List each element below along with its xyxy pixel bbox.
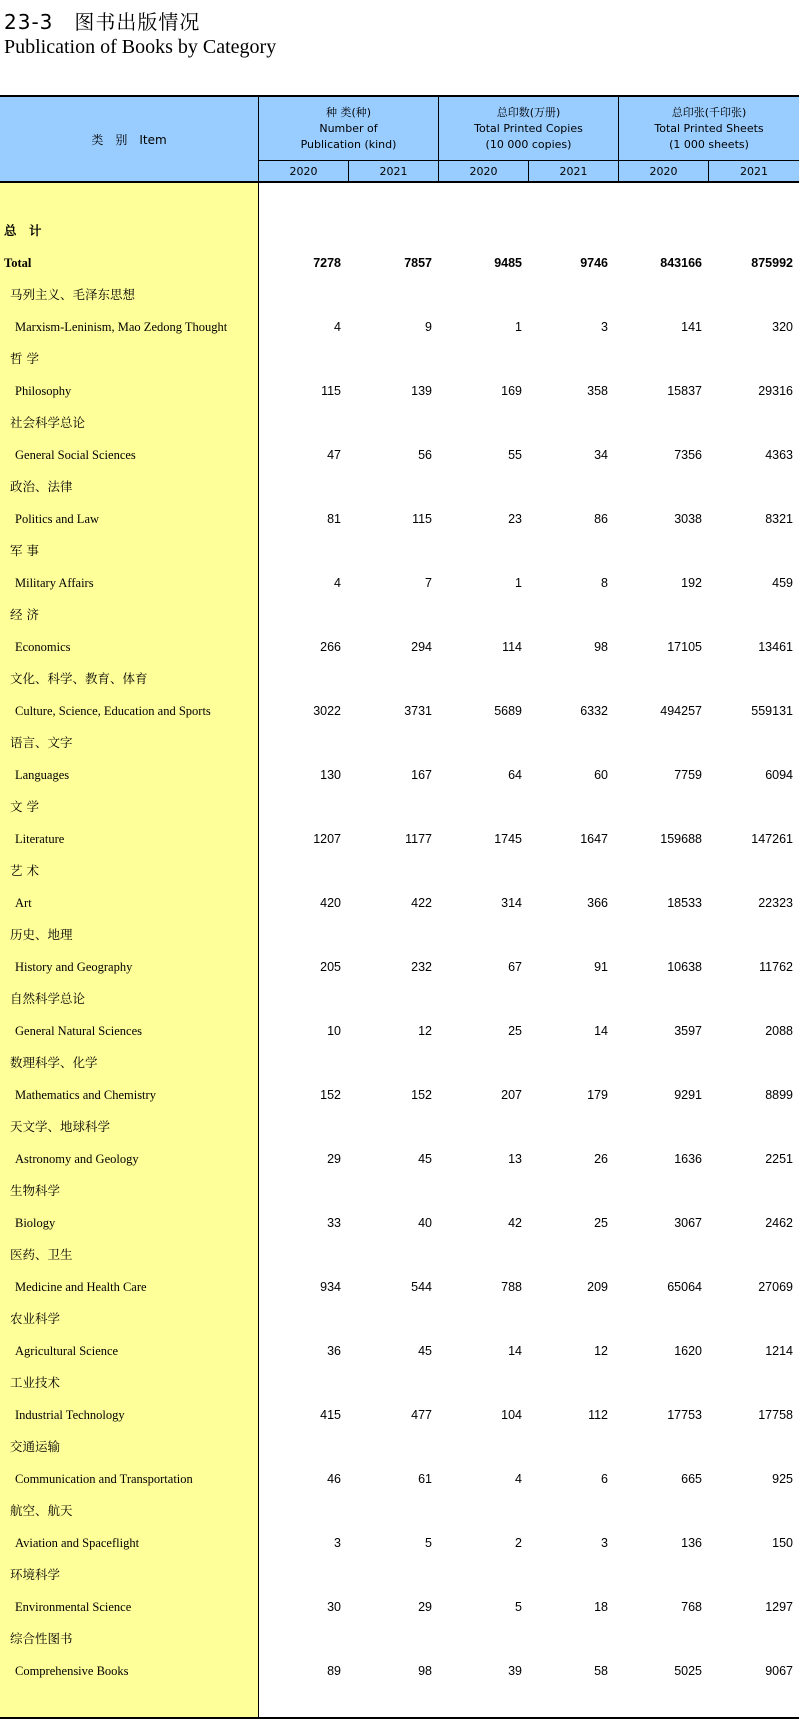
value-cell: 2462 [765, 1216, 793, 1230]
value-cell: 12 [418, 1024, 432, 1038]
value-cell: 314 [501, 896, 522, 910]
category-zh-row [0, 1181, 799, 1201]
value-cell: 320 [772, 320, 793, 334]
value-cell: 205 [320, 960, 341, 974]
value-cell: 10 [327, 1024, 341, 1038]
value-cell: 115 [321, 384, 341, 398]
value-cell: 104 [501, 1408, 522, 1422]
value-cell: 15837 [667, 384, 702, 398]
value-cell: 45 [418, 1152, 432, 1166]
category-zh-row [0, 349, 799, 369]
value-cell: 33 [327, 1216, 341, 1230]
value-cell: 167 [411, 768, 432, 782]
category-label-en: Economics [15, 640, 71, 654]
table-row [0, 829, 799, 849]
value-cell: 136 [681, 1536, 702, 1550]
value-cell: 559131 [751, 704, 793, 718]
value-cell: 13461 [758, 640, 793, 654]
header-group-copies [439, 97, 619, 161]
table-row [0, 1149, 799, 1169]
value-cell: 415 [320, 1408, 341, 1422]
category-label-en: Philosophy [15, 384, 72, 398]
table-row [0, 1405, 799, 1425]
value-cell: 3731 [404, 704, 432, 718]
value-cell: 40 [418, 1216, 432, 1230]
value-cell: 36 [327, 1344, 341, 1358]
table-row [0, 1277, 799, 1297]
category-zh-row [0, 285, 799, 305]
value-cell: 39 [508, 1664, 522, 1678]
value-cell: 2 [515, 1536, 522, 1550]
value-cell: 7857 [404, 256, 432, 270]
value-cell: 64 [508, 768, 522, 782]
value-cell: 5025 [674, 1664, 702, 1678]
value-cell: 150 [772, 1536, 793, 1550]
category-zh-row [0, 925, 799, 945]
table-row [0, 1597, 799, 1617]
value-cell: 1207 [313, 832, 341, 846]
value-cell: 12 [594, 1344, 608, 1358]
value-cell: 4363 [765, 448, 793, 462]
category-label-en: Industrial Technology [15, 1408, 125, 1422]
value-cell: 8321 [765, 512, 793, 526]
category-label-en: Astronomy and Geology [15, 1152, 139, 1166]
value-cell: 2251 [765, 1152, 793, 1166]
value-cell: 8 [601, 576, 608, 590]
value-cell: 14 [594, 1024, 608, 1038]
value-cell: 91 [594, 960, 608, 974]
table-row [0, 765, 799, 785]
value-cell: 4 [334, 576, 341, 590]
value-cell: 159688 [660, 832, 702, 846]
category-label-zh: 历史、地理 [10, 927, 73, 942]
category-label-en: Languages [15, 768, 70, 782]
value-cell: 89 [327, 1664, 341, 1678]
value-cell: 192 [681, 576, 702, 590]
value-cell: 7 [425, 576, 432, 590]
header-group-zh: 总印数(万册) [496, 105, 561, 119]
value-cell: 23 [508, 512, 522, 526]
value-cell: 1745 [494, 832, 522, 846]
value-cell: 5 [515, 1600, 522, 1614]
table-row [0, 317, 799, 337]
total-label-zh: 总 计 [4, 223, 42, 238]
value-cell: 1297 [765, 1600, 793, 1614]
value-cell: 9485 [494, 256, 522, 270]
category-label-zh: 艺 术 [10, 863, 39, 878]
total-label-en: Total [4, 256, 32, 270]
value-cell: 6094 [765, 768, 793, 782]
value-cell: 81 [327, 512, 341, 526]
value-cell: 47 [327, 448, 341, 462]
category-label-zh: 社会科学总论 [10, 415, 86, 430]
table-title-zh: 23-3 图书出版情况 [4, 10, 201, 34]
value-cell: 5689 [494, 704, 522, 718]
category-label-en: Marxism-Leninism, Mao Zedong Thought [15, 320, 228, 334]
total-zh-row [0, 221, 799, 241]
value-cell: 422 [411, 896, 432, 910]
category-zh-row [0, 1053, 799, 1073]
value-cell: 665 [681, 1472, 702, 1486]
value-cell: 42 [508, 1216, 522, 1230]
category-zh-row [0, 989, 799, 1009]
value-cell: 3022 [313, 704, 341, 718]
header-group-en2: Publication (kind) [300, 137, 397, 151]
value-cell: 768 [681, 1600, 702, 1614]
category-label-en: Communication and Transportation [15, 1472, 193, 1486]
category-label-en: General Natural Sciences [15, 1024, 143, 1038]
value-cell: 232 [411, 960, 432, 974]
category-label-zh: 航空、航天 [10, 1503, 73, 1518]
value-cell: 3038 [674, 512, 702, 526]
value-cell: 6 [601, 1472, 608, 1486]
value-cell: 152 [411, 1088, 432, 1102]
header-group-zh: 种 类(种) [325, 105, 372, 119]
value-cell: 86 [594, 512, 608, 526]
value-cell: 26 [594, 1152, 608, 1166]
value-cell: 98 [418, 1664, 432, 1678]
value-cell: 9291 [674, 1088, 702, 1102]
table-row [0, 1021, 799, 1041]
category-label-zh: 天文学、地球科学 [10, 1119, 111, 1134]
category-label-en: Culture, Science, Education and Sports [15, 704, 211, 718]
header-group-en1: Total Printed Copies [474, 121, 583, 135]
value-cell: 366 [587, 896, 608, 910]
category-zh-row [0, 541, 799, 561]
category-label-zh: 哲 学 [10, 351, 39, 366]
value-cell: 6332 [580, 704, 608, 718]
header-year: 2021 [740, 164, 768, 178]
value-cell: 17105 [667, 640, 702, 654]
value-cell: 29 [327, 1152, 341, 1166]
category-zh-row [0, 1501, 799, 1521]
table-bottom-rule [0, 1717, 799, 1719]
value-cell: 46 [327, 1472, 341, 1486]
value-cell: 7278 [313, 256, 341, 270]
category-zh-row [0, 1309, 799, 1329]
category-zh-row [0, 413, 799, 433]
category-label-en: Agricultural Science [15, 1344, 119, 1358]
header-group-sheets [619, 97, 799, 161]
category-label-zh: 农业科学 [10, 1311, 61, 1326]
value-cell: 3 [601, 1536, 608, 1550]
value-cell: 788 [501, 1280, 522, 1294]
category-zh-row [0, 1565, 799, 1585]
table-row [0, 1085, 799, 1105]
category-label-en: Military Affairs [15, 576, 94, 590]
value-cell: 25 [508, 1024, 522, 1038]
table-row [0, 573, 799, 593]
value-cell: 29316 [758, 384, 793, 398]
header-year: 2020 [259, 161, 349, 181]
value-cell: 29 [418, 1600, 432, 1614]
table-row [0, 1341, 799, 1361]
value-cell: 22323 [758, 896, 793, 910]
value-cell: 544 [411, 1280, 432, 1294]
category-label-en: Biology [15, 1216, 56, 1230]
category-zh-row [0, 1629, 799, 1649]
value-cell: 358 [587, 384, 608, 398]
category-label-zh: 语言、文字 [10, 735, 73, 750]
category-label-en: Mathematics and Chemistry [15, 1088, 156, 1102]
table-row [0, 509, 799, 529]
category-label-en: Politics and Law [15, 512, 100, 526]
category-label-zh: 自然科学总论 [10, 991, 86, 1006]
category-label-zh: 数理科学、化学 [10, 1055, 98, 1070]
value-cell: 1636 [674, 1152, 702, 1166]
category-label-en: Medicine and Health Care [15, 1280, 147, 1294]
category-label-zh: 文化、科学、教育、体育 [10, 671, 148, 686]
value-cell: 17758 [758, 1408, 793, 1422]
value-cell: 934 [320, 1280, 341, 1294]
table-row [0, 1213, 799, 1233]
table-row [0, 445, 799, 465]
category-zh-row [0, 733, 799, 753]
value-cell: 266 [320, 640, 341, 654]
value-cell: 7759 [674, 768, 702, 782]
value-cell: 13 [508, 1152, 522, 1166]
value-cell: 843166 [660, 256, 702, 270]
value-cell: 4 [515, 1472, 522, 1486]
value-cell: 209 [587, 1280, 608, 1294]
value-cell: 141 [681, 320, 702, 334]
value-cell: 420 [320, 896, 341, 910]
value-cell: 1 [515, 576, 522, 590]
value-cell: 152 [320, 1088, 341, 1102]
category-label-zh: 交通运输 [10, 1439, 61, 1454]
value-cell: 2088 [765, 1024, 793, 1038]
value-cell: 58 [594, 1664, 608, 1678]
category-zh-row [0, 1437, 799, 1457]
value-cell: 3 [601, 320, 608, 334]
value-cell: 1620 [674, 1344, 702, 1358]
value-cell: 875992 [751, 256, 793, 270]
value-cell: 925 [772, 1472, 793, 1486]
value-cell: 56 [418, 448, 432, 462]
value-cell: 9067 [765, 1664, 793, 1678]
category-label-en: Comprehensive Books [15, 1664, 129, 1678]
value-cell: 8899 [765, 1088, 793, 1102]
category-zh-row [0, 1117, 799, 1137]
header-year: 2020 [439, 161, 529, 181]
value-cell: 9 [425, 320, 432, 334]
value-cell: 1 [515, 320, 522, 334]
category-zh-row [0, 669, 799, 689]
category-label-zh: 环境科学 [10, 1567, 61, 1582]
table-row [0, 1533, 799, 1553]
category-label-zh: 综合性图书 [10, 1631, 73, 1646]
total-row [0, 253, 799, 273]
header-group-en1: Total Printed Sheets [654, 121, 764, 135]
header-group-en2: (10 000 copies) [485, 137, 572, 151]
category-label-zh: 医药、卫生 [10, 1247, 73, 1262]
table-row [0, 381, 799, 401]
category-zh-row [0, 605, 799, 625]
value-cell: 18533 [667, 896, 702, 910]
table-header [0, 95, 799, 183]
category-label-zh: 生物科学 [10, 1183, 61, 1198]
value-cell: 45 [418, 1344, 432, 1358]
value-cell: 10638 [667, 960, 702, 974]
header-year: 2021 [349, 161, 439, 181]
value-cell: 30 [327, 1600, 341, 1614]
value-cell: 179 [587, 1088, 608, 1102]
category-label-en: History and Geography [15, 960, 133, 974]
table-row [0, 701, 799, 721]
category-zh-row [0, 1373, 799, 1393]
category-label-zh: 文 学 [10, 799, 39, 814]
table-row [0, 1661, 799, 1681]
header-group-en2: (1 000 sheets) [669, 137, 749, 151]
category-label-en: General Social Sciences [15, 448, 136, 462]
table-row [0, 957, 799, 977]
value-cell: 1214 [765, 1344, 793, 1358]
value-cell: 7356 [674, 448, 702, 462]
table-row [0, 1469, 799, 1489]
value-cell: 130 [320, 768, 341, 782]
header-group-en1: Number of [319, 121, 378, 135]
value-cell: 3067 [674, 1216, 702, 1230]
value-cell: 27069 [758, 1280, 793, 1294]
value-cell: 114 [502, 640, 522, 654]
value-cell: 25 [594, 1216, 608, 1230]
value-cell: 34 [594, 448, 608, 462]
category-label-zh: 政治、法律 [10, 479, 73, 494]
category-label-zh: 工业技术 [10, 1375, 61, 1390]
value-cell: 9746 [580, 256, 608, 270]
header-year: 2021 [529, 161, 619, 181]
value-cell: 112 [588, 1408, 608, 1422]
value-cell: 67 [508, 960, 522, 974]
value-cell: 61 [418, 1472, 432, 1486]
value-cell: 4 [334, 320, 341, 334]
value-cell: 294 [411, 640, 432, 654]
value-cell: 5 [425, 1536, 432, 1550]
table-row [0, 893, 799, 913]
value-cell: 147261 [751, 832, 793, 846]
header-item: 类 别 Item [0, 97, 259, 181]
category-zh-row [0, 797, 799, 817]
category-zh-row [0, 861, 799, 881]
value-cell: 17753 [667, 1408, 702, 1422]
category-zh-row [0, 477, 799, 497]
value-cell: 3 [334, 1536, 341, 1550]
category-label-zh: 军 事 [10, 543, 39, 558]
value-cell: 477 [411, 1408, 432, 1422]
header-group-zh: 总印张(千印张) [671, 105, 747, 119]
category-label-en: Environmental Science [15, 1600, 132, 1614]
value-cell: 494257 [660, 704, 702, 718]
header-group-publication [259, 97, 439, 161]
header-year: 2020 [619, 161, 709, 181]
value-cell: 65064 [667, 1280, 702, 1294]
value-cell: 14 [508, 1344, 522, 1358]
category-label-en: Aviation and Spaceflight [15, 1536, 140, 1550]
value-cell: 169 [501, 384, 522, 398]
value-cell: 60 [594, 768, 608, 782]
category-label-en: Art [15, 896, 32, 910]
value-cell: 11762 [759, 960, 793, 974]
table-row [0, 637, 799, 657]
value-cell: 3597 [674, 1024, 702, 1038]
value-cell: 18 [594, 1600, 608, 1614]
value-cell: 1647 [580, 832, 608, 846]
value-cell: 207 [501, 1088, 522, 1102]
value-cell: 98 [594, 640, 608, 654]
table-title-en: Publication of Books by Category [4, 36, 277, 58]
category-label-en: Literature [15, 832, 65, 846]
value-cell: 115 [412, 512, 432, 526]
value-cell: 459 [772, 576, 793, 590]
value-cell: 1177 [405, 832, 432, 846]
category-label-zh: 马列主义、毛泽东思想 [10, 287, 136, 302]
value-cell: 55 [508, 448, 522, 462]
category-zh-row [0, 1245, 799, 1265]
value-cell: 139 [411, 384, 432, 398]
category-label-zh: 经 济 [10, 607, 39, 622]
